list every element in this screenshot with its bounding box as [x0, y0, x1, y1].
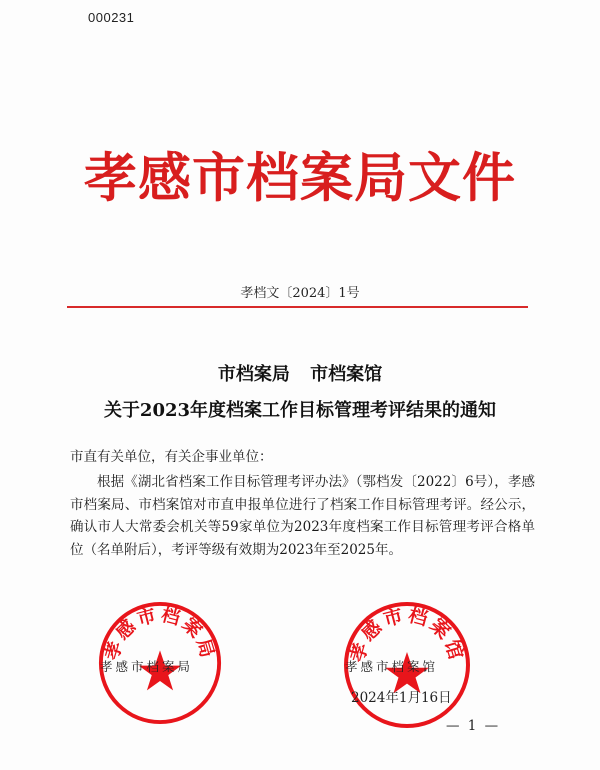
page-number: — 1 — [446, 718, 501, 734]
document-masthead: 孝感市档案局文件 [84, 148, 516, 209]
seal-right-text: 孝感市档案馆 [346, 604, 468, 665]
document-reference-number: 孝档文〔2024〕1号 [240, 286, 360, 301]
signature-agency-left: 孝感市档案局 [100, 659, 194, 674]
notice-body [70, 471, 535, 561]
signing-date: 2024年1月16日 [351, 690, 452, 706]
notice-title: 关于2023年度档案工作目标管理考评结果的通知 [103, 400, 497, 421]
issuing-agencies: 市档案局 市档案馆 [217, 364, 383, 385]
salutation: 市直有关单位，有关企事业单位： [70, 449, 273, 465]
signature-agency-right: 孝感市档案馆 [345, 659, 439, 674]
seal-left-text: 孝感市档案局 [101, 604, 219, 663]
red-separator-line [67, 306, 528, 308]
archive-number: 000231 [88, 10, 135, 25]
body-paragraph: 根据《湖北省档案工作目标管理考评办法》（鄂档发〔2022〕6号），孝感市档案局、市档案馆对市直申报单位进行了档案工作目标管理考评。经公示，确认市人大常委会机关等59家单位为2023年度档案工作目标管理考评合格单位（名单附后），考评等级有效期为2023年至2025年。 [70, 474, 535, 558]
